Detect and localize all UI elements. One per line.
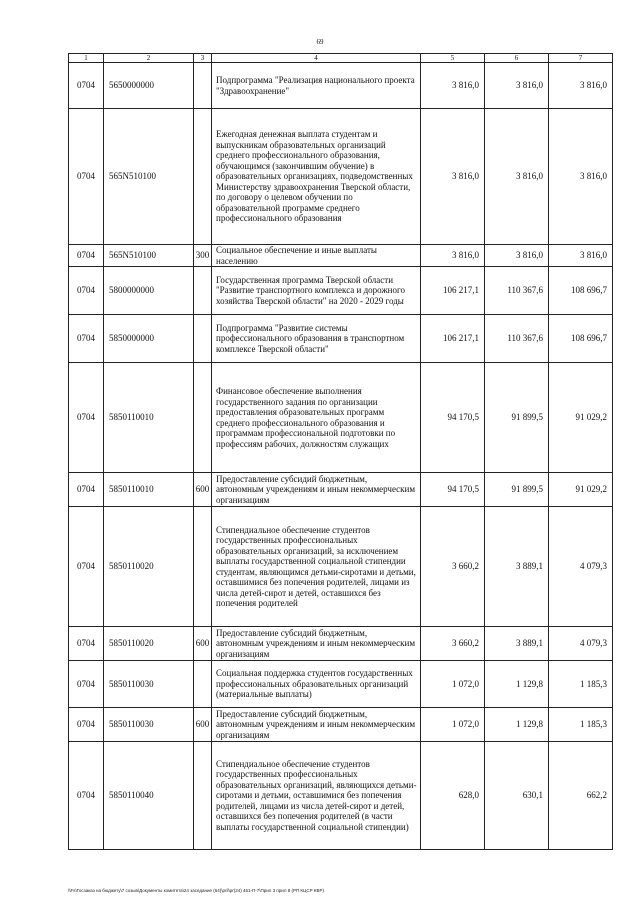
amount-col6-cell: 110 367,6	[485, 267, 549, 315]
section-cell: 0704	[69, 627, 104, 661]
header-col-4: 4	[212, 54, 421, 63]
page-number: 69	[316, 38, 324, 46]
amount-col5-cell: 106 217,1	[421, 267, 485, 315]
table-row	[69, 109, 613, 245]
amount-col5-cell: 94 170,5	[421, 473, 485, 507]
amount-col7-cell: 4 079,3	[549, 507, 613, 627]
target-code-cell: 565N510100	[104, 245, 194, 267]
target-code-cell: 5850110030	[104, 661, 194, 708]
expense-type-cell	[194, 363, 212, 473]
expense-type-cell	[194, 267, 212, 315]
item-name-cell: Предоставление субсидий бюджетным, автономным учреждениям и иным некоммерческим организациям	[212, 627, 421, 661]
amount-col6-cell: 630,1	[485, 742, 549, 850]
target-code-cell: 5800000000	[104, 267, 194, 315]
amount-col5-cell: 3 816,0	[421, 109, 485, 245]
amount-col7-cell: 4 079,3	[549, 627, 613, 661]
amount-col7-cell: 108 696,7	[549, 315, 613, 363]
amount-col5-cell: 94 170,5	[421, 363, 485, 473]
amount-col7-cell: 91 029,2	[549, 473, 613, 507]
header-col-2: 2	[104, 54, 194, 63]
section-cell: 0704	[69, 363, 104, 473]
amount-col7-cell: 3 816,0	[549, 109, 613, 245]
target-code-cell: 5650000000	[104, 63, 194, 109]
table-row	[69, 507, 613, 627]
item-name-cell: Предоставление субсидий бюджетным, автономным учреждениям и иным некоммерческим организациям	[212, 708, 421, 742]
section-cell: 0704	[69, 661, 104, 708]
amount-col7-cell: 1 185,3	[549, 661, 613, 708]
target-code-cell: 5850110010	[104, 473, 194, 507]
expense-type-cell: 600	[194, 627, 212, 661]
section-cell: 0704	[69, 473, 104, 507]
item-name-cell: Ежегодная денежная выплата студентам и выпускникам образовательных организаций среднего профессионального образования, обучающимся (закончившим обучение) в образовательных организациях, подведомственных Министерству здравоохранения Тверской области, по договору о целевом обучении по образовательной программе среднего профессионального образования	[212, 109, 421, 245]
header-col-5: 5	[421, 54, 485, 63]
expense-type-cell	[194, 742, 212, 850]
amount-col5-cell: 628,0	[421, 742, 485, 850]
amount-col5-cell: 1 072,0	[421, 708, 485, 742]
expense-type-cell: 300	[194, 245, 212, 267]
item-name-cell: Социальная поддержка студентов государственных профессиональных образовательных организаций (материальные выплаты)	[212, 661, 421, 708]
amount-col5-cell: 3 660,2	[421, 507, 485, 627]
item-name-cell: Стипендиальное обеспечение студентов государственных профессиональных образовательных организаций, за исключением выплаты государственной социальной стипендии студентам, являющимся детьми-сиротами и детьми, оставшимися без попечения родителей, лицами из числа детей-сирот и детей, оставшихся без попечения родителей	[212, 507, 421, 627]
amount-col6-cell: 1 129,8	[485, 661, 549, 708]
table-row	[69, 63, 613, 109]
table-row	[69, 473, 613, 507]
target-code-cell: 5850000000	[104, 315, 194, 363]
table-row	[69, 245, 613, 267]
table-row	[69, 742, 613, 850]
table-row	[69, 267, 613, 315]
amount-col6-cell: 3 889,1	[485, 627, 549, 661]
section-cell: 0704	[69, 742, 104, 850]
amount-col6-cell: 3 889,1	[485, 507, 549, 627]
amount-col6-cell: 91 899,5	[485, 473, 549, 507]
expense-type-cell: 600	[194, 708, 212, 742]
item-name-cell: Социальное обеспечение и иные выплаты населению	[212, 245, 421, 267]
amount-col6-cell: 3 816,0	[485, 109, 549, 245]
table-row	[69, 627, 613, 661]
amount-col6-cell: 110 367,6	[485, 315, 549, 363]
item-name-cell: Финансовое обеспечение выполнения государственного задания по организации предоставления образовательных программ среднего профессионального образования и программам профессиональной подготовки по профессиям рабочих, должностям служащих	[212, 363, 421, 473]
amount-col6-cell: 3 816,0	[485, 63, 549, 109]
section-cell: 0704	[69, 315, 104, 363]
amount-col7-cell: 108 696,7	[549, 267, 613, 315]
amount-col7-cell: 1 185,3	[549, 708, 613, 742]
section-cell: 0704	[69, 245, 104, 267]
target-code-cell: 5850110030	[104, 708, 194, 742]
expense-type-cell	[194, 63, 212, 109]
table-body	[69, 54, 613, 850]
amount-col6-cell: 3 816,0	[485, 245, 549, 267]
table-header-row	[69, 54, 613, 63]
amount-col5-cell: 3 660,2	[421, 627, 485, 661]
section-cell: 0704	[69, 267, 104, 315]
item-name-cell: Стипендиальное обеспечение студентов государственных профессиональных образовательных организаций, являющихся детьми-сиротами и детьми, оставшимися без попечения родителей, лицами из числа детей-сирот и детей, оставшихся без попечения родителей (в части выплаты государственной социальной стипендии)	[212, 742, 421, 850]
amount-col7-cell: 91 029,2	[549, 363, 613, 473]
amount-col7-cell: 662,2	[549, 742, 613, 850]
expense-type-cell	[194, 109, 212, 245]
section-cell: 0704	[69, 109, 104, 245]
amount-col5-cell: 1 072,0	[421, 661, 485, 708]
target-code-cell: 565N510100	[104, 109, 194, 245]
amount-col6-cell: 1 129,8	[485, 708, 549, 742]
amount-col5-cell: 3 816,0	[421, 63, 485, 109]
section-cell: 0704	[69, 507, 104, 627]
header-col-3: 3	[194, 54, 212, 63]
amount-col6-cell: 91 899,5	[485, 363, 549, 473]
table-row	[69, 315, 613, 363]
budget-table	[68, 53, 613, 850]
expense-type-cell	[194, 661, 212, 708]
item-name-cell: Подпрограмма "Реализация национального проекта "Здравоохранение"	[212, 63, 421, 109]
footer-file-path: \\Fs\Госзаказ на бюджету\7 созыв\Документы комитета\24 заседание (64)\pril\pr(24) 461-П-7\Прил 3 прил 8 (РП КЦСР КВР)	[68, 888, 325, 893]
table-row	[69, 363, 613, 473]
expense-type-cell	[194, 315, 212, 363]
target-code-cell: 5850110040	[104, 742, 194, 850]
amount-col7-cell: 3 816,0	[549, 63, 613, 109]
header-col-6: 6	[485, 54, 549, 63]
header-col-7: 7	[549, 54, 613, 63]
expense-type-cell	[194, 507, 212, 627]
target-code-cell: 5850110010	[104, 363, 194, 473]
section-cell: 0704	[69, 708, 104, 742]
table-row	[69, 661, 613, 708]
amount-col5-cell: 106 217,1	[421, 315, 485, 363]
amount-col7-cell: 3 816,0	[549, 245, 613, 267]
item-name-cell: Государственная программа Тверской области "Развитие транспортного комплекса и дорожного хозяйства Тверской области" на 2020 - 2029 годы	[212, 267, 421, 315]
item-name-cell: Предоставление субсидий бюджетным, автономным учреждениям и иным некоммерческим организациям	[212, 473, 421, 507]
header-col-1: 1	[69, 54, 104, 63]
target-code-cell: 5850110020	[104, 627, 194, 661]
target-code-cell: 5850110020	[104, 507, 194, 627]
item-name-cell: Подпрограмма "Развитие системы профессионального образования в транспортном комплексе Тверской области"	[212, 315, 421, 363]
table-row	[69, 708, 613, 742]
section-cell: 0704	[69, 63, 104, 109]
expense-type-cell: 600	[194, 473, 212, 507]
amount-col5-cell: 3 816,0	[421, 245, 485, 267]
